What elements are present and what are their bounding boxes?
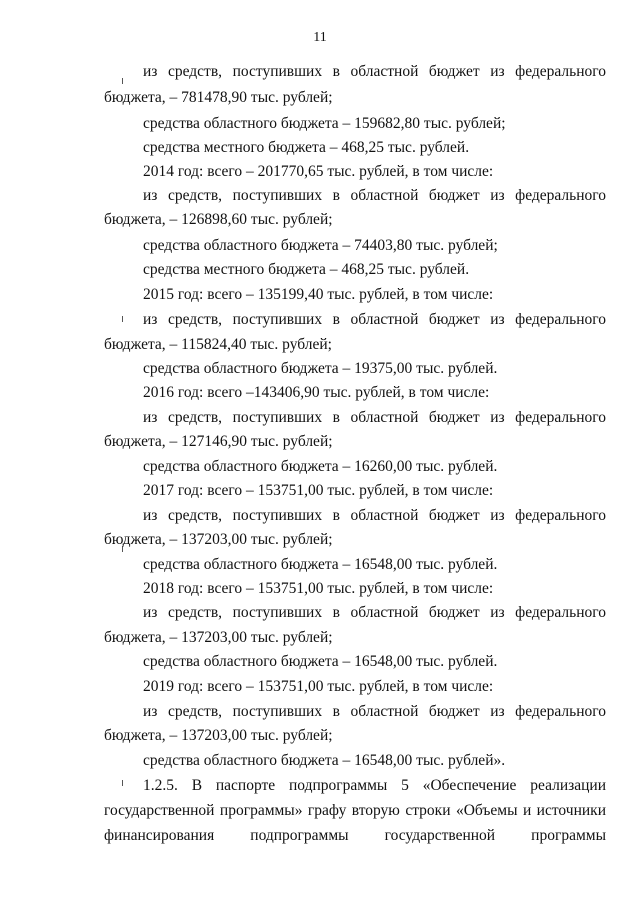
- text-line: средства областного бюджета – 16548,00 тыс. рублей.: [143, 653, 498, 670]
- text-line: из средств, поступивших в областной бюджет из федерального: [143, 311, 606, 328]
- text-line: из средств, поступивших в областной бюджет из федерального: [143, 187, 606, 204]
- text-line: 1.2.5. В паспорте подпрограммы 5 «Обеспечение реализации: [143, 777, 606, 794]
- text-line: средства областного бюджета – 16548,00 тыс. рублей».: [143, 752, 506, 769]
- text-line: из средств, поступивших в областной бюджет из федерального: [143, 63, 606, 80]
- text-line: средства областного бюджета – 19375,00 тыс. рублей.: [143, 360, 498, 377]
- text-line: из средств, поступивших в областной бюджет из федерального: [143, 703, 606, 720]
- text-line: бюджета, – 115824,40 тыс. рублей;: [104, 336, 332, 353]
- text-line: средства местного бюджета – 468,25 тыс. рублей.: [143, 139, 470, 156]
- text-line: из средств, поступивших в областной бюджет из федерального: [143, 507, 606, 524]
- page-number: 11: [313, 30, 327, 45]
- text-line: из средств, поступивших в областной бюджет из федерального: [143, 409, 606, 426]
- text-line: бюджета, – 137203,00 тыс. рублей;: [104, 531, 333, 548]
- text-line: 2017 год: всего – 153751,00 тыс. рублей, в том числе:: [143, 482, 494, 499]
- text-line: средства местного бюджета – 468,25 тыс. рублей.: [143, 261, 470, 278]
- text-line: 2015 год: всего – 135199,40 тыс. рублей, в том числе:: [143, 286, 494, 303]
- text-line: бюджета, – 127146,90 тыс. рублей;: [104, 433, 333, 450]
- text-line: 2019 год: всего – 153751,00 тыс. рублей, в том числе:: [143, 678, 494, 695]
- text-line: средства областного бюджета – 16260,00 тыс. рублей.: [143, 458, 498, 475]
- text-line: 2018 год: всего – 153751,00 тыс. рублей, в том числе:: [143, 580, 494, 597]
- text-line: бюджета, – 137203,00 тыс. рублей;: [104, 629, 333, 646]
- text-line: бюджета, – 781478,90 тыс. рублей;: [104, 89, 333, 106]
- text-line: средства областного бюджета – 159682,80 тыс. рублей;: [143, 115, 506, 132]
- text-line: из средств, поступивших в областной бюджет из федерального: [143, 604, 606, 621]
- text-line: бюджета, – 126898,60 тыс. рублей;: [104, 211, 333, 228]
- text-line: государственной программы» графу вторую строки «Объемы и источники: [104, 802, 606, 819]
- text-line: 2016 год: всего –143406,90 тыс. рублей, в том числе:: [143, 384, 490, 401]
- text-line: средства областного бюджета – 16548,00 тыс. рублей.: [143, 556, 498, 573]
- text-line: 2014 год: всего – 201770,65 тыс. рублей, в том числе:: [143, 163, 494, 180]
- text-line: финансирования подпрограммы государственной программы: [104, 827, 606, 844]
- text-line: средства областного бюджета – 74403,80 тыс. рублей;: [143, 237, 498, 254]
- text-line: бюджета, – 137203,00 тыс. рублей;: [104, 727, 333, 744]
